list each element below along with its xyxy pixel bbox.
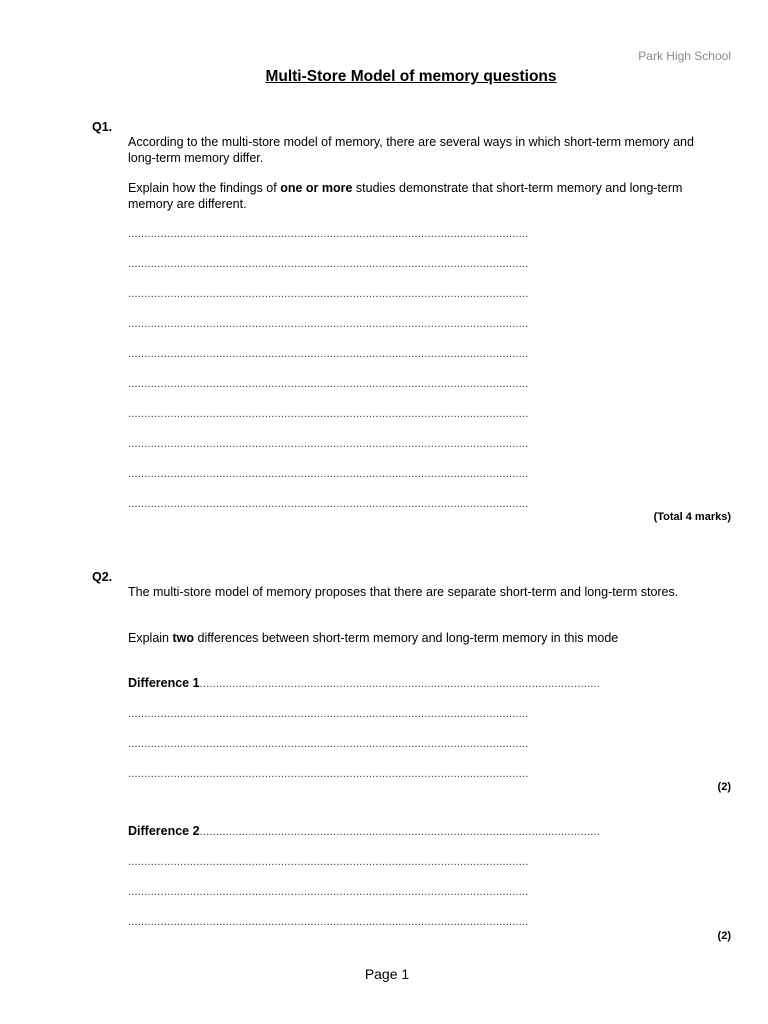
q1-answer-line[interactable]: ........................................................................................................................... — [128, 288, 529, 300]
difference-2-marks: (2) — [717, 930, 731, 942]
difference-2-line[interactable] — [128, 824, 634, 838]
page-title: Multi-Store Model of memory questions — [265, 68, 557, 85]
q2-answer-line[interactable]: ........................................................................................................................... — [128, 916, 529, 928]
q2-prompt-bold: two — [172, 631, 195, 645]
difference-2-label: Difference 2 — [128, 824, 200, 838]
q2-prompt — [128, 630, 658, 646]
q2-answer-line[interactable]: ........................................................................................................................... — [128, 856, 529, 868]
q2-answer-line[interactable]: ........................................................................................................................... — [128, 768, 529, 780]
q1-number: Q1. — [92, 120, 113, 134]
q1-answer-line[interactable]: ........................................................................................................................... — [128, 438, 529, 450]
difference-1-marks: (2) — [717, 781, 731, 793]
difference-1-fill: ........................................................................................................................... — [199, 678, 601, 690]
q1-prompt — [128, 180, 708, 212]
school-name: Park High School — [638, 49, 731, 63]
q1-answer-line[interactable]: ........................................................................................................................... — [128, 468, 529, 480]
q1-answer-line[interactable]: ........................................................................................................................... — [128, 348, 529, 360]
q2-number: Q2. — [92, 570, 113, 584]
q2-answer-line[interactable]: ........................................................................................................................... — [128, 886, 529, 898]
q1-answer-line[interactable]: ........................................................................................................................... — [128, 378, 529, 390]
q1-answer-line[interactable]: ........................................................................................................................... — [128, 258, 529, 270]
q1-prompt-bold: one or more — [280, 181, 353, 195]
q2-prompt-pre: Explain — [128, 631, 173, 645]
difference-1-label: Difference 1 — [128, 676, 200, 690]
q2-prompt-post: differences between short-term memory and long-term memory in this mode — [194, 631, 619, 645]
q1-intro: According to the multi-store model of memory, there are several ways in which short-term memory and long-term memory differ. — [128, 135, 694, 165]
q2-answer-line[interactable]: ........................................................................................................................... — [128, 708, 529, 720]
q1-answer-line[interactable]: ........................................................................................................................... — [128, 498, 529, 510]
difference-1-line[interactable] — [128, 676, 634, 690]
q2-intro: The multi-store model of memory proposes that there are separate short-term and long-term stores. — [128, 585, 679, 599]
q1-prompt-pre: Explain how the findings of — [128, 181, 281, 195]
q1-marks: (Total 4 marks) — [653, 511, 731, 523]
q1-prompt-post: studies demonstrate that short-term memory and long-term memory are different. — [128, 181, 683, 211]
page-number: Page 1 — [364, 966, 410, 982]
difference-2-fill: ........................................................................................................................... — [199, 826, 601, 838]
q1-answer-line[interactable]: ........................................................................................................................... — [128, 318, 529, 330]
q1-answer-line[interactable]: ........................................................................................................................... — [128, 228, 529, 240]
q1-answer-line[interactable]: ........................................................................................................................... — [128, 408, 529, 420]
q2-answer-line[interactable]: ........................................................................................................................... — [128, 738, 529, 750]
